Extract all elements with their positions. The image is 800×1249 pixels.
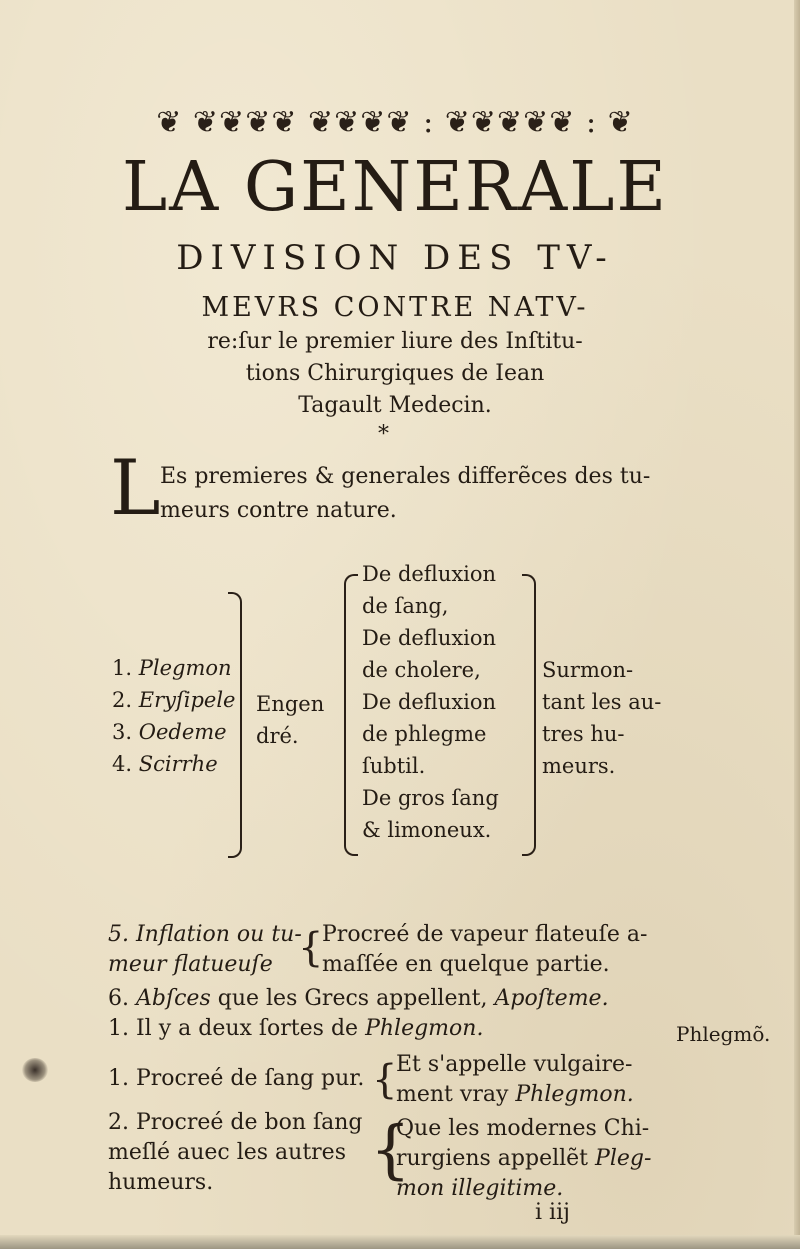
curly-brace-kind1: { xyxy=(372,1057,398,1103)
tumor-type-list xyxy=(112,652,235,780)
cause-line: De defluxion xyxy=(362,626,497,650)
ink-stain xyxy=(22,1058,48,1082)
cause-line: De defluxion xyxy=(362,562,497,586)
title-line-1: LA GENERALE xyxy=(121,148,669,227)
cause-line: de phlegme xyxy=(362,722,487,746)
kind1-left: 1. Procreé de ſang pur. xyxy=(108,1066,365,1091)
page-edge-bottom xyxy=(0,1235,800,1249)
marginal-note: Phlegmõ. xyxy=(676,1022,771,1046)
brace-causes-left xyxy=(344,574,358,856)
fleuron-ornament-band: ❦ ❦❦❦❦ ❦❦❦❦ : ❦❦❦❦❦ : ❦ xyxy=(156,105,634,140)
signature-mark: i iij xyxy=(535,1200,570,1225)
cause-list xyxy=(362,558,499,846)
cause-line: de ſang, xyxy=(362,594,449,618)
subtitle-line: Tagault Medecin. xyxy=(298,393,492,418)
kind2-left: 2. Procreé de bon ſang meſlé auec les autres humeurs. xyxy=(108,1110,363,1195)
drop-capital: L xyxy=(110,443,161,532)
title-line-3: MEVRS CONTRE NATV- xyxy=(201,292,589,323)
intro-paragraph xyxy=(160,460,680,528)
tumor-type: 2. Eryſipele xyxy=(112,688,236,712)
curly-brace-kind2: { xyxy=(370,1113,411,1187)
engendre-label: Engen dré. xyxy=(256,692,325,748)
intro-line: meurs contre nature. xyxy=(160,498,397,523)
two-kinds-line: 1. Il y a deux ſortes de Phlegmon. xyxy=(108,1016,484,1041)
surmontant-note: Surmon- tant les au- tres hu- meurs. xyxy=(542,658,662,778)
title-subtitle xyxy=(115,326,675,422)
subtitle-line: tions Chirurgiques de Iean xyxy=(245,361,545,386)
item6-line: 6. Abſces que les Grecs appellent, Apoſteme. xyxy=(108,986,609,1011)
kind2-right: Que les modernes Chi- rurgiens appellẽt Pleg- mon illegitime. xyxy=(396,1116,652,1201)
curly-brace-item5: { xyxy=(298,925,324,971)
cause-line: & limoneux. xyxy=(362,818,492,842)
cause-line: De defluxion xyxy=(362,690,497,714)
brace-causes-right xyxy=(522,574,536,856)
intro-line: Es premieres & generales differẽces des tu- xyxy=(160,464,651,489)
cause-line: ſubtil. xyxy=(362,754,426,778)
asterisk-divider: * xyxy=(378,422,389,447)
item5-right: Procreé de vapeur flateuſe a- maſſée en quelque partie. xyxy=(322,922,648,977)
tumor-type: 4. Scirrhe xyxy=(112,752,218,776)
tumor-type: 1. Plegmon xyxy=(112,656,232,680)
cause-line: de cholere, xyxy=(362,658,481,682)
item5-left: 5. Inflation ou tu- meur flatueuſe xyxy=(108,922,302,977)
title-line-2: DIVISION DES TV- xyxy=(176,238,614,278)
tumor-type: 3. Oedeme xyxy=(112,720,227,744)
kind1-right: Et s'appelle vulgaire- ment vray Phlegmon. xyxy=(396,1052,634,1107)
cause-line: De gros ſang xyxy=(362,786,499,810)
page-edge-right xyxy=(794,0,800,1249)
brace-types xyxy=(228,592,242,858)
subtitle-line: re:ſur le premier liure des Inſtitu- xyxy=(207,329,583,354)
